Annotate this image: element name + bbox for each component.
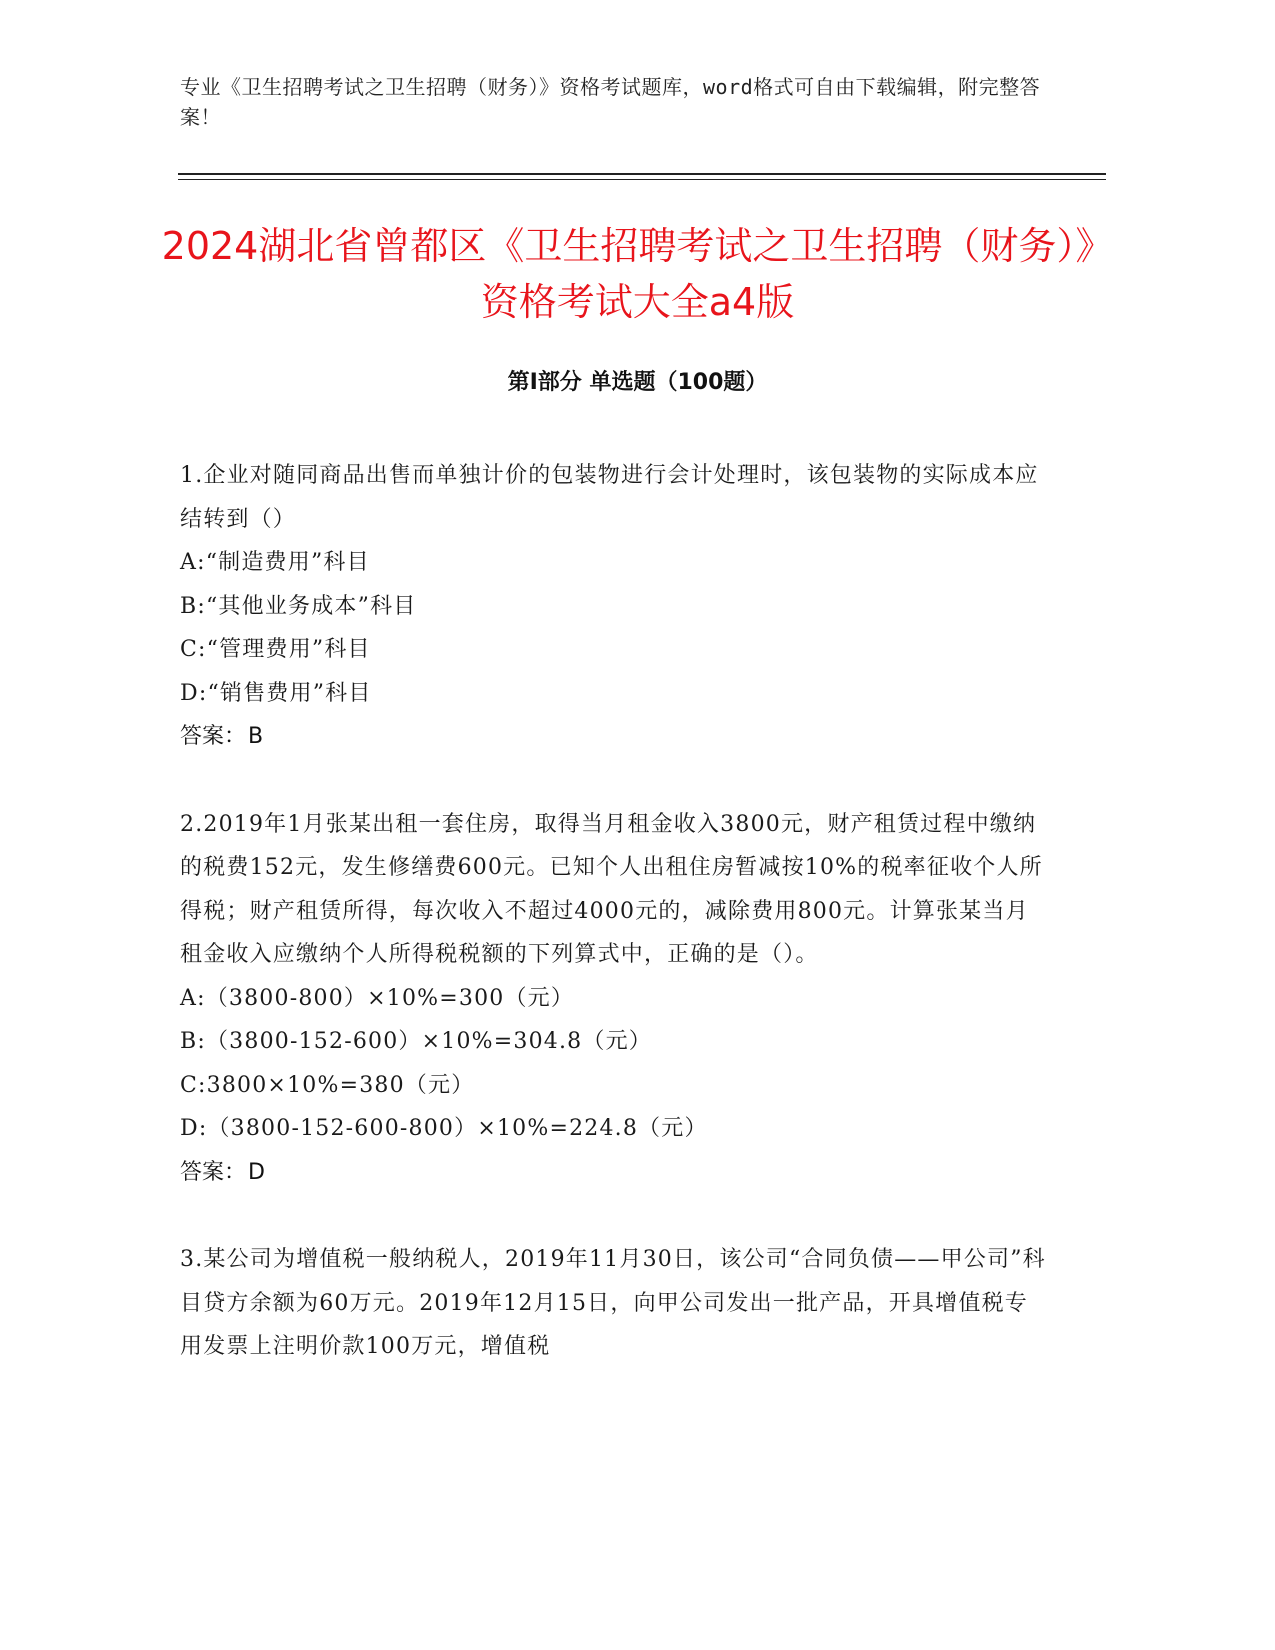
question-list <box>180 454 1050 1413</box>
option-c: C:“管理费用”科目 <box>180 637 371 662</box>
header-rule-thick <box>178 173 1106 175</box>
question-text: 2.2019年1月张某出租一套住房，取得当月租金收入3800元，财产租赁过程中缴纳的税费152元，发生修缮费600元。已知个人出租住房暂减按10%的税率征收个人所得税；财产租赁所得，每次收入不超过4000元的，减除费用800元。计算张某当月租金收入应缴纳个人所得税税额的下列算式中，正确的是（）。 <box>180 811 1043 967</box>
answer-value: B <box>248 724 264 749</box>
option-c: C:3800×10%=380（元） <box>180 1072 475 1098</box>
question-3 <box>180 1238 1050 1369</box>
question-text: 1.企业对随同商品出售而单独计价的包装物进行会计处理时，该包装物的实际成本应结转到（） <box>180 463 1039 532</box>
answer-line <box>180 715 1050 759</box>
option-d: D:“销售费用”科目 <box>180 680 372 706</box>
option-a: A:（3800-800）×10%=300（元） <box>180 985 575 1011</box>
question-text: 3.某公司为增值税一般纳税人，2019年11月30日，该公司“合同负债——甲公司”科目贷方余额为60万元。2019年12月15日，向甲公司发出一批产品，开具增值税专用发票上注明价款100万元，增值税 <box>180 1247 1046 1359</box>
document-title: 2024湖北省曾都区《卫生招聘考试之卫生招聘（财务）》资格考试大全a4版 <box>161 224 1114 324</box>
answer-label: 答案： <box>180 1159 247 1185</box>
question-2 <box>180 803 1050 1195</box>
option-a: A:“制造费用”科目 <box>180 550 370 575</box>
section-heading: 第Ⅰ部分 单选题（100题） <box>507 370 768 395</box>
option-d: D:（3800-152-600-800）×10%=224.8（元） <box>180 1116 708 1141</box>
answer-line <box>180 1151 1050 1195</box>
answer-value: D <box>248 1159 265 1185</box>
option-b: B:（3800-152-600）×10%=304.8（元） <box>180 1029 652 1054</box>
header-note: 专业《卫生招聘考试之卫生招聘（财务）》资格考试题库，word格式可自由下载编辑，附完整答案！ <box>180 75 1041 129</box>
answer-label: 答案： <box>180 724 247 749</box>
header-rule-thin <box>178 179 1106 180</box>
option-b: B:“其他业务成本”科目 <box>180 593 417 619</box>
question-1 <box>180 454 1050 759</box>
